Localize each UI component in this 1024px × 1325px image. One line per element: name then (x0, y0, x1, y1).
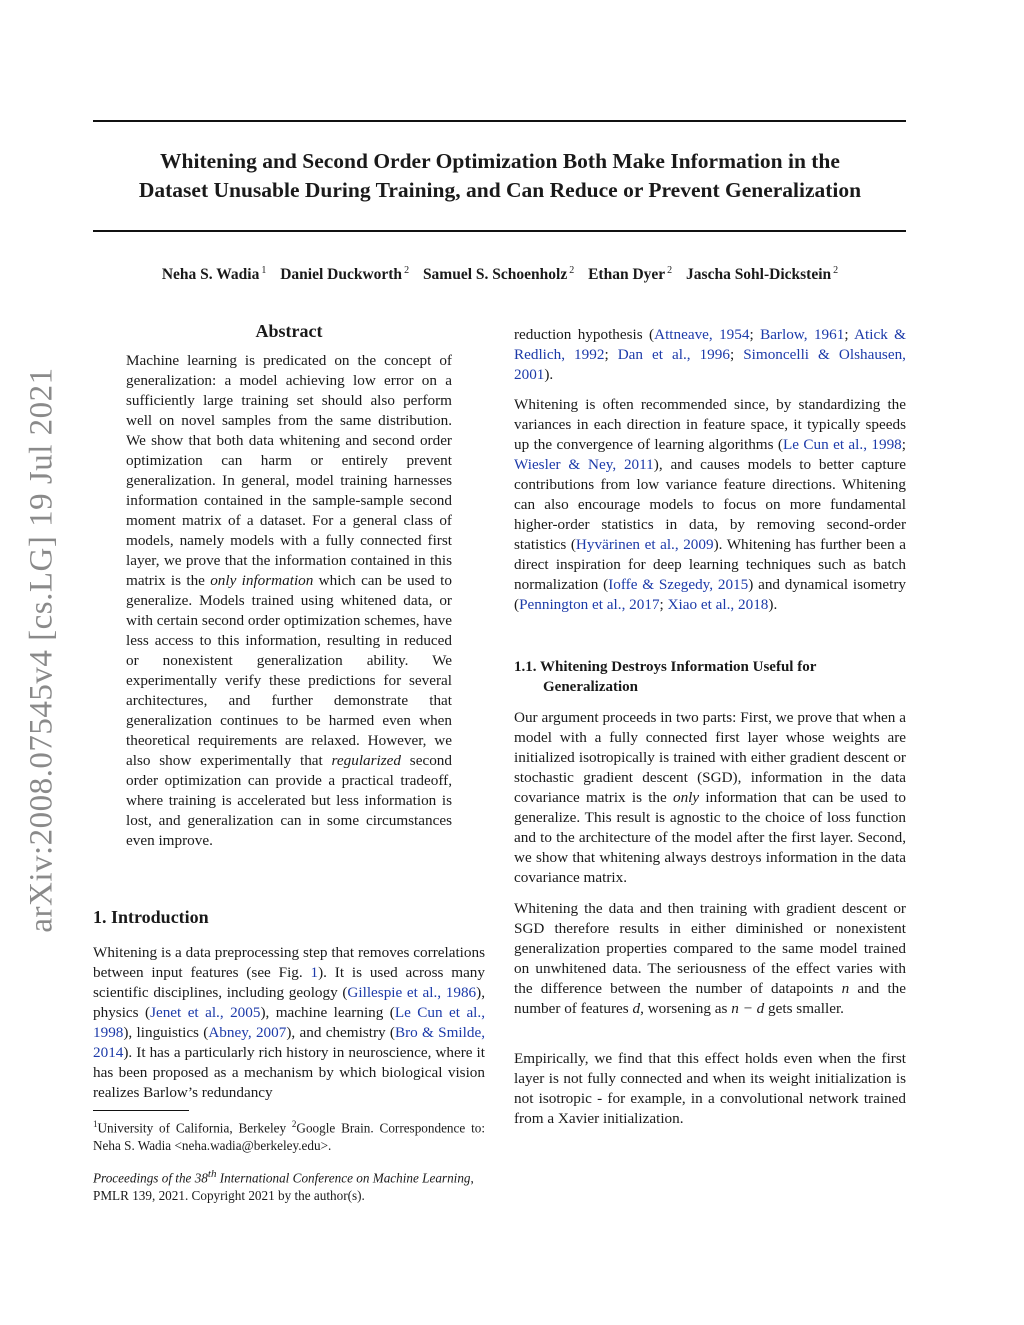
citation-link[interactable]: Xiao et al., 2018 (667, 596, 769, 613)
paper-title (60, 147, 940, 205)
author: Ethan Dyer $^2$ (588, 265, 673, 284)
citation-link[interactable]: Pennington et al., 2017 (519, 596, 660, 613)
author: Neha S. Wadia $^1$ (161, 265, 267, 284)
right-paragraph-5: Empirically, we find that this effect holds even when the first layer is not fully connected and when its weight initialization is not isotropic - for example, in a convolutional network trained from a Xavier initialization. (514, 1050, 906, 1127)
right-paragraph-1: reduction hypothesis (Attneave, 1954; Barlow, 1961; Atick & Redlich, 1992; Dan et al., 1996; Simoncelli & Olshausen, 2001). (514, 326, 906, 383)
citation-link[interactable]: Bro & Smilde, 2014 (93, 1024, 485, 1061)
author: Jascha Sohl-Dickstein $^2$ (686, 265, 839, 284)
citation-link[interactable]: Wiesler & Ney, 2011 (514, 456, 654, 473)
citation-link[interactable]: Le Cun et al., 1998 (782, 436, 902, 453)
abstract-text: Machine learning is predicated on the concept of generalization: a model achieving low error on a sufficiently large training set should also perform well on novel samples from the same distribution. We show that both data whitening and second order optimization can harm or entirely prevent generalization. In general, model training harnesses information contained in the sample-sample second moment matrix of a dataset. For a general class of models, namely models with a fully connected first layer, we prove that the information contained in this matrix is the only information which can be used to generalize. Models trained using whitened data, or with certain second order optimization schemes, have less access to this information, resulting in reduced or nonexistent generalization ability. We experimentally verify these predictions for several architectures, and further demonstrate that generalization continues to be harmed even when theoretical requirements are relaxed. However, we also show experimentally that regularized second order optimization can provide a practical tradeoff, where training is accelerated but less information is lost, and generalization can in some circumstances even improve. (126, 352, 452, 849)
proceedings-note: Proceedings of the 38th International Conference on Machine Learning, PMLR 139, 2021. Copyright 2021 by the author(s). (93, 1168, 474, 1204)
abstract-heading: Abstract (255, 321, 323, 341)
introduction-paragraph: Whitening is a data preprocessing step that removes correlations between input features (see Fig. 1). It is used across many scientific disciplines, including geology (Gillespie et al., 1986), physics (Jenet et al., 2005), machine learning (Le Cun et al., 1998), linguistics (Abney, 2007), and chemistry (Bro & Smilde, 2014). It has a particularly rich history in neuroscience, where it has been proposed as a mechanism by which biological vision realizes Barlow’s redundancy (93, 944, 485, 1101)
citation-link[interactable]: Gillespie et al., 1986 (347, 984, 477, 1001)
citation-link[interactable]: Abney, 2007 (208, 1024, 287, 1041)
right-paragraph-3: Our argument proceeds in two parts: First, we prove that when a model with a fully connected first layer whose weights are initialized isotropically is trained with either gradient descent or stochastic gradient descent (SGD), information in the data covariance matrix is the only information that can be used to generalize. This result is agnostic to the choice of loss function and to the architecture of the model after the first layer. Second, we show that whitening always destroys information in the data covariance matrix. (514, 709, 907, 886)
subsection-heading: 1.1. Whitening Destroys Information Useful for Generalization (514, 659, 817, 695)
right-paragraph-2: Whitening is often recommended since, by standardizing the variances in each direction in feature space, it typically speeds up the convergence of learning algorithms (Le Cun et al., 1998; Wiesler & Ney, 2011), and causes models to better capture contributions from low variance feature directions. Whitening can also encourage models to focus on more fundamental higher-order statistics in data, by removing second-order statistics (Hyvärinen et al., 2009). Whitening has further been a direct inspiration for deep learning techniques such as batch normalization (Ioffe & Szegedy, 2015) and dynamical isometry (Pennington et al., 2017; Xiao et al., 2018). (514, 396, 906, 613)
citation-link[interactable]: Hyvärinen et al., 2009 (575, 536, 714, 553)
affiliation-footnote: $^1$University of California, Berkeley $^2$Google Brain. Correspondence to: Neha S. Wadia <neha.wadia@berkeley.edu>. (93, 1119, 485, 1154)
author-list (0, 265, 1000, 284)
arxiv-side-label: arXiv:2008.07545v4 [cs.LG] 19 Jul 2021 (23, 367, 60, 933)
figure-link[interactable]: 1 (310, 964, 319, 981)
footnote-rule (93, 1110, 189, 1111)
citation-link[interactable]: Le Cun et al., 1998 (93, 1004, 485, 1041)
citation-link[interactable]: Attneave, 1954 (654, 326, 750, 343)
citation-link[interactable]: Jenet et al., 2005 (150, 1004, 261, 1021)
introduction-heading: 1. Introduction (93, 907, 209, 927)
citation-link[interactable]: Dan et al., 1996 (617, 346, 730, 363)
title-top-rule (93, 120, 906, 122)
title-line-2: Dataset Unusable During Training, and Can Reduce or Prevent Generalization (138, 178, 862, 202)
citation-link[interactable]: Simoncelli & Olshausen, 2001 (514, 346, 906, 383)
citation-link[interactable]: Ioffe & Szegedy, 2015 (608, 576, 749, 593)
title-line-1: Whitening and Second Order Optimization Both Make Information in the (160, 149, 840, 173)
author: Samuel S. Schoenholz $^2$ (422, 265, 575, 284)
citation-link[interactable]: Atick & Redlich, 1992 (514, 326, 906, 363)
title-bottom-rule (93, 230, 906, 232)
author: Daniel Duckworth $^2$ (280, 265, 410, 284)
right-paragraph-4: Whitening the data and then training with gradient descent or SGD therefore results in either diminished or nonexistent generalization properties compared to the same model trained on unwhitened data. The seriousness of the effect varies with the difference between the number of datapoints n and the number of features d, worsening as n − d gets smaller. (514, 900, 906, 1017)
citation-link[interactable]: Barlow, 1961 (760, 326, 845, 343)
